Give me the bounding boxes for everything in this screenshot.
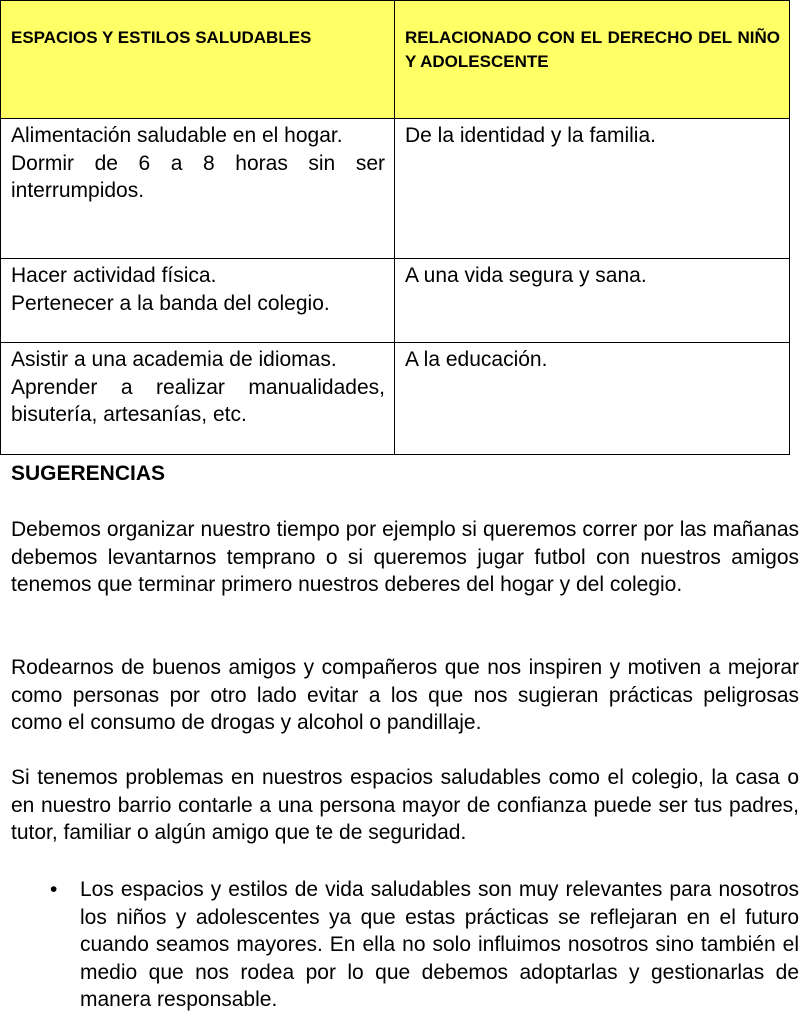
- space-item: Hacer actividad física.: [11, 264, 217, 287]
- table-header-row: [1, 1, 790, 119]
- bullet-icon: •: [50, 878, 58, 901]
- right-cell: De la identidad y la familia.: [395, 119, 790, 259]
- spaces-cell: [1, 259, 395, 343]
- suggestion-paragraph: Rodearnos de buenos amigos y compañeros que nos inspiren y motiven a mejorar como personas por otro lado evitar a los que nos sugieran prácticas peligrosas como el consumo de drogas y alcohol o pandillaje.: [11, 656, 799, 734]
- spaces-cell: [1, 119, 395, 259]
- rights-table: [0, 0, 790, 455]
- table-row: [1, 259, 790, 343]
- space-item: Dormir de 6 a 8 horas sin ser interrumpidos.: [11, 151, 385, 202]
- space-item: Pertenecer a la banda del colegio.: [11, 291, 330, 315]
- right-cell: A una vida segura y sana.: [395, 259, 790, 343]
- suggestions-title: SUGERENCIAS: [11, 462, 166, 485]
- right-cell: A la educación.: [395, 343, 790, 455]
- table-row: [1, 343, 790, 455]
- suggestion-paragraph: Debemos organizar nuestro tiempo por ejemplo si queremos correr por las mañanas debemos levantarnos temprano o si queremos jugar futbol con nuestros amigos tenemos que terminar primero nuestros deberes del hogar y del colegio.: [11, 518, 799, 596]
- space-item: Asistir a una academia de idiomas.: [11, 348, 337, 371]
- header-spaces: ESPACIOS Y ESTILOS SALUDABLES: [1, 1, 395, 119]
- spaces-cell: [1, 343, 395, 455]
- space-item: Aprender a realizar manualidades, bisutería, artesanías, etc.: [11, 375, 385, 426]
- suggestion-paragraph: Si tenemos problemas en nuestros espacios saludables como el colegio, la casa o en nuestro barrio contarle a una persona mayor de confianza puede ser tus padres, tutor, familiar o algún amigo que te de seguridad.: [11, 766, 799, 844]
- space-item: Alimentación saludable en el hogar.: [11, 124, 343, 147]
- bullet-item: Los espacios y estilos de vida saludables son muy relevantes para nosotros los niños y adolescentes ya que estas prácticas se reflejaran en el futuro cuando seamos mayores. En ella no solo influimos nosotros sino también el medio que nos rodea por lo que debemos adoptarlas y gestionarlas de manera responsable.: [80, 878, 799, 1011]
- header-rights: RELACIONADO CON EL DERECHO DEL NIÑO Y ADOLESCENTE: [395, 1, 790, 119]
- table-row: [1, 119, 790, 259]
